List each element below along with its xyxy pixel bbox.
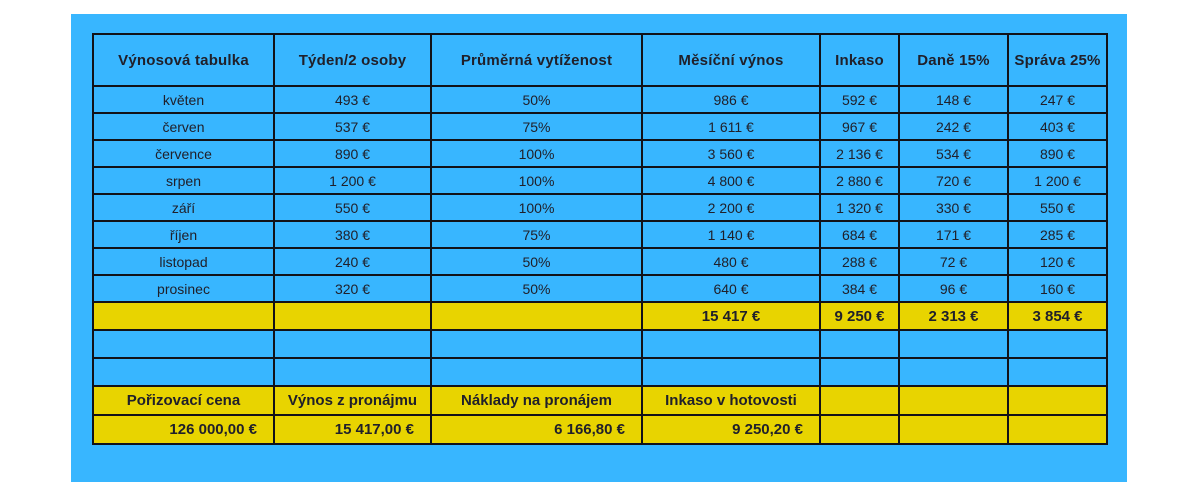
summary-label-cell: Výnos z pronájmu (274, 386, 431, 415)
value-cell: 96 € (899, 275, 1008, 302)
summary-label-cell: Inkaso v hotovosti (642, 386, 820, 415)
empty-cell (431, 330, 642, 358)
summary-value-cell (1008, 415, 1107, 444)
total-cell (274, 302, 431, 330)
empty-cell (899, 358, 1008, 386)
value-cell: 1 200 € (274, 167, 431, 194)
column-header: Výnosová tabulka (93, 34, 274, 86)
summary-value-cell: 6 166,80 € (431, 415, 642, 444)
month-row (93, 113, 1107, 140)
total-cell: 3 854 € (1008, 302, 1107, 330)
empty-cell (1008, 330, 1107, 358)
column-header: Týden/2 osoby (274, 34, 431, 86)
value-cell: 380 € (274, 221, 431, 248)
column-header: Daně 15% (899, 34, 1008, 86)
value-cell: 2 200 € (642, 194, 820, 221)
month-row (93, 275, 1107, 302)
column-header: Průměrná vytíženost (431, 34, 642, 86)
summary-label-cell (820, 386, 899, 415)
column-header: Měsíční výnos (642, 34, 820, 86)
month-cell: květen (93, 86, 274, 113)
value-cell: 75% (431, 221, 642, 248)
summary-value-cell (899, 415, 1008, 444)
summary-label-cell (1008, 386, 1107, 415)
value-cell: 285 € (1008, 221, 1107, 248)
month-cell: červen (93, 113, 274, 140)
value-cell: 72 € (899, 248, 1008, 275)
column-header: Správa 25% (1008, 34, 1107, 86)
value-cell: 100% (431, 194, 642, 221)
value-cell: 1 320 € (820, 194, 899, 221)
month-row (93, 248, 1107, 275)
value-cell: 75% (431, 113, 642, 140)
total-cell: 9 250 € (820, 302, 899, 330)
value-cell: 320 € (274, 275, 431, 302)
value-cell: 967 € (820, 113, 899, 140)
value-cell: 171 € (899, 221, 1008, 248)
month-cell: srpen (93, 167, 274, 194)
value-cell: 330 € (899, 194, 1008, 221)
empty-cell (1008, 358, 1107, 386)
month-row (93, 194, 1107, 221)
summary-values-row (93, 415, 1107, 444)
month-cell: listopad (93, 248, 274, 275)
summary-value-cell: 15 417,00 € (274, 415, 431, 444)
month-cell: července (93, 140, 274, 167)
empty-cell (431, 358, 642, 386)
value-cell: 148 € (899, 86, 1008, 113)
revenue-table-head (93, 34, 1107, 86)
value-cell: 384 € (820, 275, 899, 302)
empty-cell (93, 330, 274, 358)
month-row (93, 86, 1107, 113)
value-cell: 288 € (820, 248, 899, 275)
value-cell: 240 € (274, 248, 431, 275)
value-cell: 403 € (1008, 113, 1107, 140)
month-cell: září (93, 194, 274, 221)
empty-cell (93, 358, 274, 386)
value-cell: 493 € (274, 86, 431, 113)
empty-cell (274, 330, 431, 358)
value-cell: 1 140 € (642, 221, 820, 248)
revenue-table (92, 33, 1108, 445)
value-cell: 537 € (274, 113, 431, 140)
empty-row (93, 358, 1107, 386)
value-cell: 120 € (1008, 248, 1107, 275)
empty-cell (820, 330, 899, 358)
value-cell: 50% (431, 275, 642, 302)
value-cell: 684 € (820, 221, 899, 248)
value-cell: 550 € (1008, 194, 1107, 221)
header-row (93, 34, 1107, 86)
summary-label-cell (899, 386, 1008, 415)
totals-row (93, 302, 1107, 330)
total-cell: 2 313 € (899, 302, 1008, 330)
value-cell: 890 € (274, 140, 431, 167)
month-row (93, 167, 1107, 194)
value-cell: 720 € (899, 167, 1008, 194)
summary-header-row (93, 386, 1107, 415)
empty-cell (820, 358, 899, 386)
empty-cell (642, 358, 820, 386)
value-cell: 160 € (1008, 275, 1107, 302)
column-header: Inkaso (820, 34, 899, 86)
summary-label-cell: Náklady na pronájem (431, 386, 642, 415)
month-cell: prosinec (93, 275, 274, 302)
value-cell: 50% (431, 248, 642, 275)
value-cell: 1 200 € (1008, 167, 1107, 194)
value-cell: 1 611 € (642, 113, 820, 140)
month-cell: říjen (93, 221, 274, 248)
total-cell (93, 302, 274, 330)
value-cell: 640 € (642, 275, 820, 302)
summary-label-cell: Pořizovací cena (93, 386, 274, 415)
total-cell (431, 302, 642, 330)
total-cell: 15 417 € (642, 302, 820, 330)
month-row (93, 221, 1107, 248)
empty-cell (899, 330, 1008, 358)
value-cell: 550 € (274, 194, 431, 221)
value-cell: 247 € (1008, 86, 1107, 113)
value-cell: 890 € (1008, 140, 1107, 167)
empty-cell (642, 330, 820, 358)
value-cell: 480 € (642, 248, 820, 275)
blue-background-panel (71, 14, 1127, 482)
value-cell: 4 800 € (642, 167, 820, 194)
summary-value-cell (820, 415, 899, 444)
empty-row (93, 330, 1107, 358)
value-cell: 100% (431, 140, 642, 167)
summary-value-cell: 9 250,20 € (642, 415, 820, 444)
value-cell: 986 € (642, 86, 820, 113)
value-cell: 2 880 € (820, 167, 899, 194)
value-cell: 50% (431, 86, 642, 113)
value-cell: 2 136 € (820, 140, 899, 167)
value-cell: 242 € (899, 113, 1008, 140)
empty-cell (274, 358, 431, 386)
value-cell: 100% (431, 167, 642, 194)
value-cell: 534 € (899, 140, 1008, 167)
summary-value-cell: 126 000,00 € (93, 415, 274, 444)
value-cell: 3 560 € (642, 140, 820, 167)
revenue-table-body (93, 86, 1107, 444)
value-cell: 592 € (820, 86, 899, 113)
month-row (93, 140, 1107, 167)
